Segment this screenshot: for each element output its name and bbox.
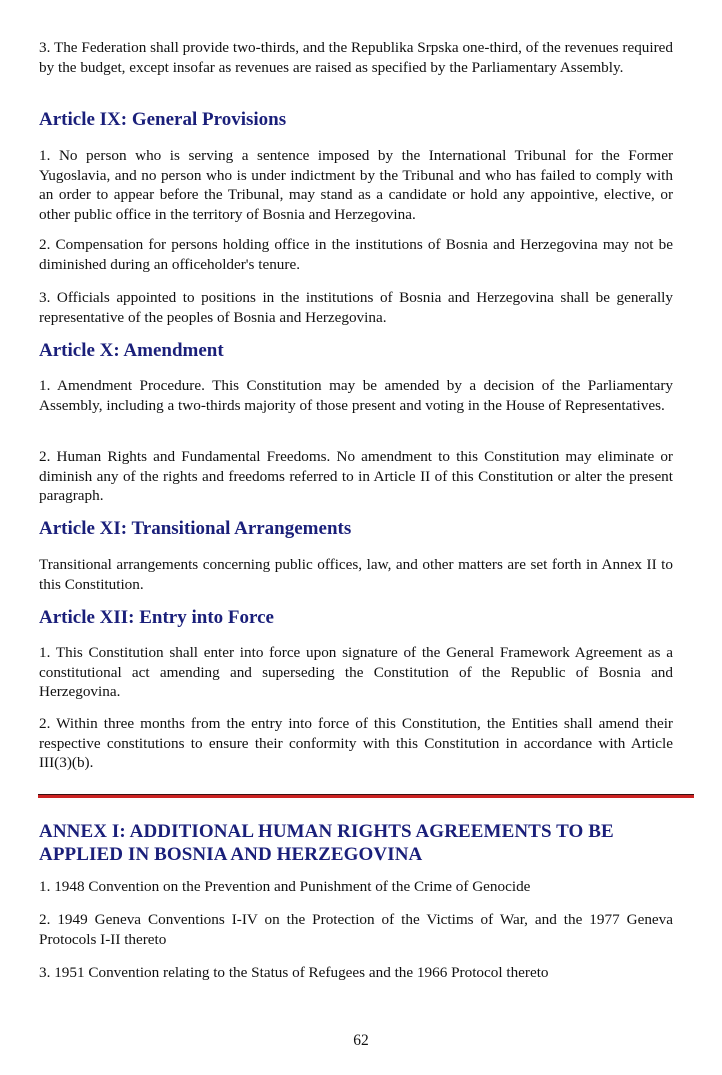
section-divider xyxy=(38,794,694,798)
paragraph-article-ix-1: 1. No person who is serving a sentence imposed by the International Tribunal for the Former Yugoslavia, and no person who is under indictment by the Tribunal and who has failed to comply with an order to appear before the Tribunal, may stand as a candidate or hold any appointive, elective, or other public office in the territory of Bosnia and Herzegovina. xyxy=(39,147,673,223)
annex-item-2: 2. 1949 Geneva Conventions I-IV on the Protection of the Victims of War, and the 1977 Geneva Protocols I-II thereto xyxy=(39,911,673,948)
heading-annex-i: ANNEX I: ADDITIONAL HUMAN RIGHTS AGREEMENTS TO BE APPLIED IN BOSNIA AND HERZEGOVINA xyxy=(39,821,614,865)
paragraph-article-x-2: 2. Human Rights and Fundamental Freedoms. No amendment to this Constitution may eliminate or diminish any of the rights and freedoms referred to in Article II of this Constitution or alter the present paragraph. xyxy=(39,448,673,504)
paragraph-article-xi: Transitional arrangements concerning public offices, law, and other matters are set forth in Annex II to this Constitution. xyxy=(39,556,673,593)
annex-item-1: 1. 1948 Convention on the Prevention and Punishment of the Crime of Genocide xyxy=(39,878,531,895)
heading-article-xii: Article XII: Entry into Force xyxy=(39,607,274,628)
paragraph-article-xii-2: 2. Within three months from the entry into force of this Constitution, the Entities shall amend their respective constitutions to ensure their conformity with this Constitution in accordance with Article III(3)(b). xyxy=(39,715,673,771)
paragraph-article-viii-3: 3. The Federation shall provide two-thirds, and the Republika Srpska one-third, of the revenues required by the budget, except insofar as revenues are raised as specified by the Parliamentary Assembly. xyxy=(39,39,673,76)
heading-article-ix: Article IX: General Provisions xyxy=(39,109,287,130)
heading-article-xi: Article XI: Transitional Arrangements xyxy=(39,518,352,539)
paragraph-article-xii-1: 1. This Constitution shall enter into force upon signature of the General Framework Agreement as a constitutional act amending and superseding the Constitution of the Republic of Bosnia and Herzegovina. xyxy=(39,644,673,700)
page-number: 62 xyxy=(353,1032,369,1049)
paragraph-article-ix-2: 2. Compensation for persons holding office in the institutions of Bosnia and Herzegovina may not be diminished during an officeholder's tenure. xyxy=(39,236,673,273)
heading-article-x: Article X: Amendment xyxy=(39,340,224,361)
paragraph-article-ix-3: 3. Officials appointed to positions in the institutions of Bosnia and Herzegovina shall be generally representative of the peoples of Bosnia and Herzegovina. xyxy=(39,289,673,326)
paragraph-article-x-1: 1. Amendment Procedure. This Constitution may be amended by a decision of the Parliamentary Assembly, including a two-thirds majority of those present and voting in the House of Representatives. xyxy=(39,377,673,414)
annex-item-3: 3. 1951 Convention relating to the Status of Refugees and the 1966 Protocol thereto xyxy=(39,964,549,981)
